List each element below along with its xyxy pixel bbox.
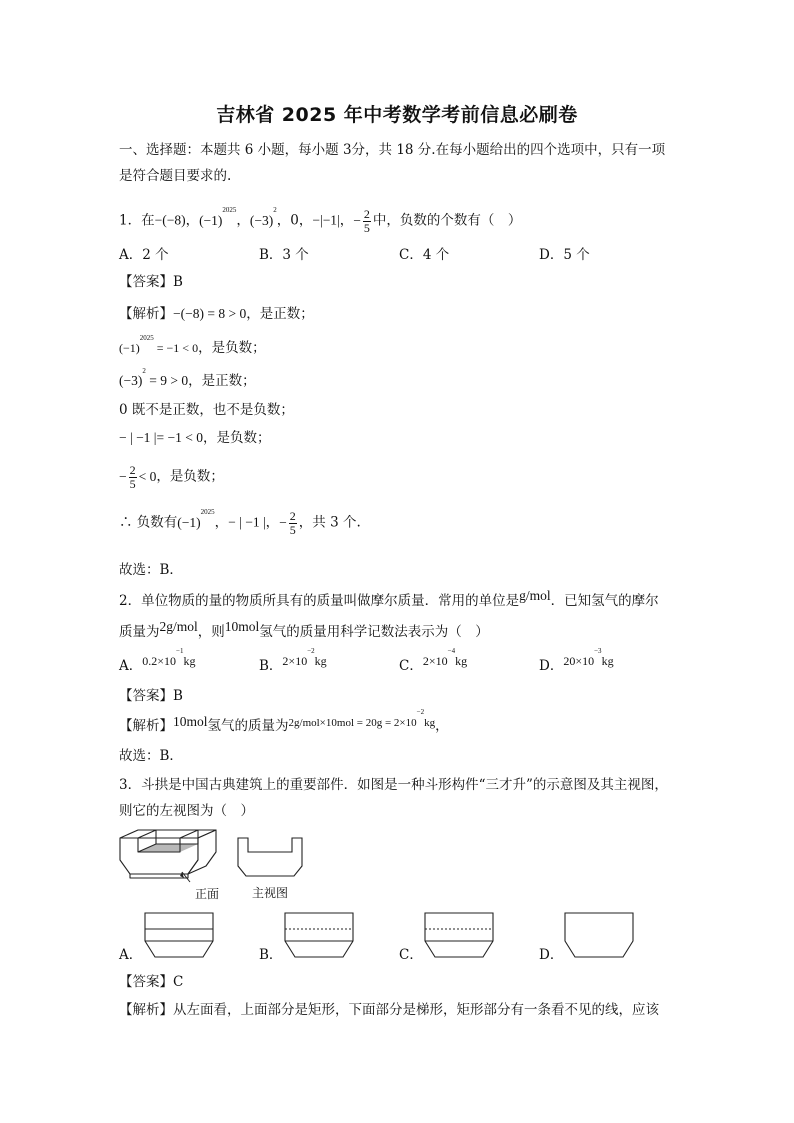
q1-analysis-4: 0 既不是正数，也不是负数； [119, 402, 294, 418]
q1-sep: ， [339, 212, 354, 229]
page-title: 吉林省 2025 年中考数学考前信息必刷卷 [216, 104, 578, 126]
q3-option-b-label: B． [259, 947, 283, 963]
q2-option-a: A．$0.2\times 10^{-1}kg$ [119, 647, 196, 674]
main-view-figure [236, 836, 304, 878]
q1-term-5: −|−1| [312, 212, 340, 228]
q1-analysis-1: 【解析】−(−8) = 8 > 0，是正数； [119, 306, 314, 322]
q1-option-b: B．3 个 [259, 247, 309, 263]
q1-suffix: 中，负数的个数有（ ） [372, 212, 522, 229]
q1-analysis-summary: ∴ 负数有$(-1)^{2025}$，− | −1 |，− $\frac{2}{5}$ ，共 3 个. [119, 508, 361, 537]
q2-analysis: 【解析】10mol氢气的质量为$^{2g/mol\times 10mol = 20g = 2\times 10^{-2}kg}$， [119, 708, 449, 734]
q2-answer: 【答案】B [119, 688, 183, 704]
q3-analysis: 【解析】从左面看，上面部分是矩形，下面部分是梯形，矩形部分有一条看不见的线，应该 [119, 1002, 659, 1018]
q3-option-a-label: A． [119, 947, 143, 963]
q1-term-2: $(-1)^{2025}$ [199, 206, 237, 228]
q1-option-c: C．4 个 [399, 247, 450, 263]
q3-stem-line2: 则它的左视图为（ ） [119, 803, 254, 819]
q3-option-c-figure [423, 911, 495, 959]
q1-analysis-6: − $\frac{2}{5}$ < 0，是负数； [119, 463, 224, 491]
q1-term-1: −(−8) [154, 212, 186, 228]
q1-option-a: A．2 个 [119, 247, 169, 263]
q3-option-d-label: D． [539, 947, 564, 963]
q2-stem-line2: 质量为2g/mol，则10mol氢气的质量用科学记数法表示为（ ） [119, 619, 489, 640]
q1-term-6: − $\frac{2}{5}$ [353, 207, 370, 235]
q3-option-c-label: C． [399, 947, 423, 963]
q1-pick: 故选：B． [119, 562, 183, 578]
q2-option-d: D．$20\times 10^{-3}kg$ [539, 647, 614, 674]
q1-option-d: D．5 个 [539, 247, 590, 263]
q2-stem-line1: 2．单位物质的量的物质所具有的质量叫做摩尔质量．常用的单位是g/mol．已知氢气的摩尔 [119, 588, 659, 609]
q1-prefix: 1．在 [119, 212, 155, 229]
q1-sep: ， [185, 212, 200, 229]
q1-term-4: ，0， [276, 212, 313, 229]
q1-sep: ， [236, 212, 250, 229]
q1-analysis-3: $(-3)^2 = 9 > 0$，是正数； [119, 367, 256, 389]
q2-pick: 故选：B． [119, 748, 183, 764]
q3-option-b-figure [283, 911, 355, 959]
q1-stem [119, 208, 521, 235]
q1-answer: 【答案】B [119, 274, 183, 290]
section-instructions-line1: 一、选择题：本题共 6 小题，每小题 3分，共 18 分.在每小题给出的四个选项中，只有一项 [119, 142, 666, 158]
q1-analysis-2: $(-1)^{2025} = -1 < 0$，是负数； [119, 334, 266, 356]
q3-answer: 【答案】C [119, 974, 184, 990]
q1-term-3: $(-3)^2$ [249, 206, 277, 228]
label-main-view: 主视图 [252, 886, 289, 900]
q3-option-a-figure [143, 911, 215, 959]
label-front: 正面 [195, 887, 220, 901]
section-instructions-line2: 是符合题目要求的. [119, 168, 232, 184]
q2-option-b: B．$2\times 10^{-2}kg$ [259, 647, 327, 674]
q3-stem-line1: 3．斗拱是中国古典建筑上的重要部件．如图是一种斗形构件“三才升”的示意图及其主视图， [119, 777, 668, 793]
q1-analysis-5: − | −1 |= −1 < 0，是负数； [119, 430, 271, 446]
q2-option-c: C．$2\times 10^{-4}kg$ [399, 647, 468, 674]
q3-option-d-figure [563, 911, 635, 959]
